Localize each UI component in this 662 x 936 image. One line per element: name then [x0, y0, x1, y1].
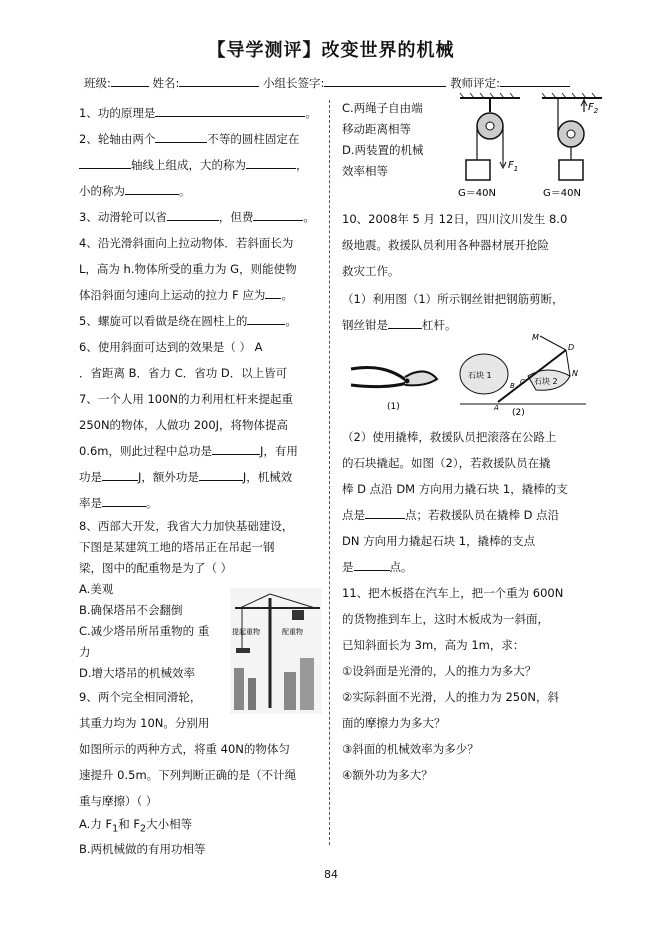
name-label: 姓名:	[152, 76, 180, 90]
f1-label: $F_1$	[508, 160, 519, 173]
q9-line5: 重与摩擦）（ ）	[79, 794, 158, 808]
q4-line1: 4、沿光滑斜面向上拉动物体．若斜面长为	[79, 236, 294, 250]
q5: 5、螺旋可以看做是绕在圆柱上的 。	[79, 308, 324, 334]
crane-figure	[230, 588, 322, 714]
q7-blank-2[interactable]	[102, 466, 138, 481]
q8-line1: 8、西部大开发，我省大力加快基础建设，	[79, 519, 294, 533]
point-a: A	[494, 404, 499, 412]
rock-2-label: 石块 2	[534, 377, 558, 386]
q6-line2: ．省距离 B．省力 C．省功 D．以上皆可	[79, 366, 288, 380]
q9-option-c: C.两绳子自由端	[342, 101, 423, 115]
q9-option-d: D.两装置的机械	[342, 143, 424, 157]
q2-blank-4[interactable]	[125, 180, 179, 195]
weight-box-1	[466, 160, 490, 180]
f2-label: $F_2$	[588, 102, 599, 115]
q6-line1: 6、使用斜面可达到的效果是（ ） A	[79, 340, 263, 354]
weight-label-2: G＝40N	[543, 188, 581, 199]
q9-line1: 9、两个完全相同滑轮，	[79, 690, 202, 704]
page-number: 84	[324, 868, 338, 881]
teacher-blank[interactable]	[500, 74, 570, 87]
q10-2-blank-1[interactable]	[365, 504, 405, 519]
header-info-line	[84, 74, 570, 91]
crane-label-lift: 提起重物	[232, 628, 260, 636]
q4-blank[interactable]	[265, 284, 281, 299]
q9-line2: 其重力均为 10N。分别用	[79, 716, 210, 730]
q9-option-a: A.力 $F_1$和 $F_2$大小相等	[79, 817, 193, 835]
q11-sub1: ①设斜面是光滑的，人的推力为多大？	[342, 664, 537, 678]
point-d: D	[568, 343, 575, 352]
q7-line2: 250N的物体，人做功 200J，将物体提高	[79, 418, 289, 432]
rock-1-label: 石块 1	[468, 371, 492, 380]
q2-line2: 轴线上组成，大的称为 ，	[79, 152, 324, 178]
class-label: 班级:	[84, 76, 111, 90]
q11-line3: 已知斜面长为 3m，高为 1m，求：	[342, 638, 525, 652]
q8-option-d: D.增大塔吊的机械效率	[79, 666, 196, 680]
q9-option-d-cont: 效率相等	[342, 164, 388, 178]
q8-option-c: C.减少塔吊所吊重物的 重	[79, 624, 210, 638]
point-b: B	[510, 382, 515, 390]
q11-sub2: ②实际斜面不光滑，人的推力为 250N，斜	[342, 690, 560, 704]
leader-blank[interactable]	[324, 74, 446, 87]
q9-line4: 速提升 0.5m。下列判断正确的是（不计绳	[79, 768, 297, 782]
crane-label-counterweight: 配重物	[282, 628, 303, 636]
q10-1-blank[interactable]	[388, 314, 422, 329]
q2-line3: 小的称为 。	[79, 178, 324, 204]
weight-label-1: G＝40N	[458, 188, 496, 199]
q10-2-line5: DN 方向用力撬起石块 1，撬棒的支点	[342, 534, 536, 548]
q7-blank-4[interactable]	[102, 492, 146, 507]
teacher-label: 教师评定:	[450, 76, 500, 90]
q10-line3: 救灾工作。	[342, 264, 400, 278]
q7-blank-3[interactable]	[199, 466, 243, 481]
q10-line2: 级地震。救援队员利用各种器材展开抢险	[342, 238, 549, 252]
q7-line3: 0.6m，则此过程中总功是 J，有用	[79, 438, 324, 464]
q10-2-blank-2[interactable]	[354, 556, 390, 571]
point-n: N	[572, 369, 578, 378]
q5-blank[interactable]	[247, 310, 285, 325]
q10-line1: 10、2008年 5 月 12日，四川汶川发生 8.0	[342, 212, 568, 226]
q8-option-a: A.美观	[79, 582, 114, 596]
q8-option-b: B.确保塔吊不会翻倒	[79, 603, 183, 617]
q11-line1: 11、把木板搭在汽车上，把一个重为 600N	[342, 586, 564, 600]
q11-sub4: ④额外功为多大？	[342, 768, 433, 782]
q10-2-line2: 的石块撬起。如图（2），若救援队员在撬	[342, 456, 551, 470]
q1-blank[interactable]	[155, 102, 305, 117]
q4-line2: L，高为 h.物体所受的重力为 G，则能使物	[79, 262, 297, 276]
q10-2-line4: 点是 点；若救援队员在撬棒 D 点沿	[342, 502, 592, 528]
lever-figure	[458, 332, 588, 416]
q7-line5: 率是 。	[79, 490, 324, 516]
q8-line2: 下图是某建筑工地的塔吊正在吊起一钢	[79, 540, 275, 554]
q11-line2: 的货物推到车上，这时木板成为一斜面，	[342, 612, 549, 626]
q8-line3: 梁，图中的配重物是为了（ ）	[79, 561, 233, 575]
q2-blank-3[interactable]	[246, 154, 296, 169]
q10-1-line2: 钢丝钳是 杠杆。	[342, 312, 592, 338]
q10-2-line3: 棒 D 点沿 DM 方向用力撬石块 1，撬棒的支	[342, 482, 568, 496]
q10-2-line1: （2）使用撬棒，救援队员把滚落在公路上	[342, 430, 557, 444]
q11-sub3: ③斜面的机械效率为多少？	[342, 742, 479, 756]
pulley-figure	[450, 92, 610, 202]
q3: 3、动滑轮可以省 ，但费 。	[79, 204, 324, 230]
lever-caption: (2)	[512, 408, 525, 416]
q9-option-c-cont: 移动距离相等	[342, 122, 411, 136]
q2-line1: 2、轮轴由两个 不等的圆柱固定在	[79, 126, 324, 152]
pliers-figure	[345, 343, 445, 415]
q7-blank-1[interactable]	[212, 440, 260, 455]
column-divider	[329, 100, 330, 845]
q3-blank-1[interactable]	[167, 206, 219, 221]
q7-line4: 功是 J，额外功是 J，机械效	[79, 464, 324, 490]
q10-2-line6: 是 点。	[342, 554, 592, 580]
weight-box-2	[559, 160, 583, 180]
q7-line1: 7、一个人用 100N的力利用杠杆来提起重	[79, 392, 294, 406]
q1: 1、功的原理是 。	[79, 100, 324, 126]
leader-label: 小组长签字:	[263, 76, 325, 90]
q9-option-b: B.两机械做的有用功相等	[79, 842, 206, 857]
pliers-caption: (1)	[387, 402, 400, 412]
q3-blank-2[interactable]	[253, 206, 303, 221]
q10-1-line1: （1）利用图（1）所示钢丝钳把钢筋剪断，	[342, 292, 564, 306]
page-title: 【导学测评】改变世界的机械	[207, 40, 455, 61]
q8-option-c-cont: 力	[79, 645, 91, 659]
name-blank[interactable]	[179, 74, 259, 87]
q11-sub2-cont: 面的摩擦力为多大？	[342, 716, 446, 730]
q2-blank-2[interactable]	[79, 154, 131, 169]
q4-line3: 体沿斜面匀速向上运动的拉力 F 应为 。	[79, 282, 324, 308]
q9-line3: 如图所示的两种方式，将重 40N的物体匀	[79, 742, 290, 756]
point-m: M	[532, 333, 539, 342]
point-c: C	[520, 378, 525, 386]
class-blank[interactable]	[111, 74, 149, 87]
left-column	[79, 100, 324, 860]
q2-blank-1[interactable]	[155, 128, 207, 143]
